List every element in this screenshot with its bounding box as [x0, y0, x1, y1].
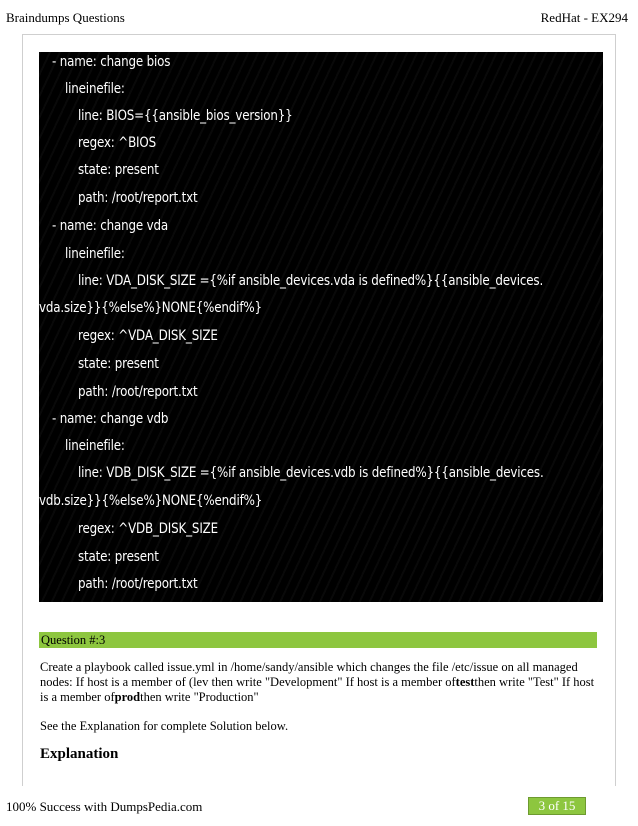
code-line: regex: ^VDB_DISK_SIZE [78, 521, 219, 537]
question-label-bar [39, 632, 597, 648]
header-right: RedHat - EX294 [540, 10, 628, 25]
code-line: lineinefile: [65, 81, 125, 97]
page-indicator: 3 of 15 [528, 797, 586, 815]
explanation-heading: Explanation [40, 746, 119, 762]
code-line: vdb.size}}{%else%}NONE{%endif%} [39, 493, 263, 509]
code-line: state: present [78, 356, 159, 372]
code-line: state: present [78, 162, 159, 178]
code-screenshot [39, 52, 603, 602]
code-line: state: present [78, 549, 159, 565]
code-line: regex: ^BIOS [78, 135, 156, 151]
code-line: vda.size}}{%else%}NONE{%endif%} [39, 300, 262, 316]
code-line: - name: change bios [52, 54, 171, 70]
code-line: - name: change vda [52, 218, 169, 234]
code-line: - name: change vdb [52, 411, 169, 427]
question-text [40, 660, 600, 705]
question-text-part: Create a playbook called issue.yml in /home/sandy/ansible which changes the file /etc/issue on all managed nodes: If host is a member of (lev then write "Development" If host is a member of [40, 660, 578, 689]
code-line: path: /root/report.txt [78, 576, 198, 592]
question-text-part: then write "Test" If host is a member of [40, 675, 595, 704]
code-line: regex: ^VDA_DISK_SIZE [78, 328, 218, 344]
code-line: line: VDB_DISK_SIZE ={%if ansible_devices.vdb is defined%}{{ansible_devices. [78, 465, 544, 481]
code-line: line: BIOS={{ansible_bios_version}} [78, 108, 293, 124]
bold-test: test [455, 675, 475, 689]
code-line: lineinefile: [65, 246, 125, 262]
code-line: lineinefile: [65, 438, 125, 454]
code-line: path: /root/report.txt [78, 190, 198, 206]
header-left: Braindumps Questions [6, 10, 125, 25]
question-label: Question #:3 [41, 633, 106, 647]
see-explanation-text: See the Explanation for complete Solution below. [40, 719, 289, 733]
bold-prod: prod [114, 690, 141, 704]
code-line: line: VDA_DISK_SIZE ={%if ansible_devices.vda is defined%}{{ansible_devices. [78, 273, 544, 289]
code-line: path: /root/report.txt [78, 384, 198, 400]
footer-left: 100% Success with DumpsPedia.com [6, 799, 203, 814]
question-text-part: then write "Production" [140, 690, 259, 704]
